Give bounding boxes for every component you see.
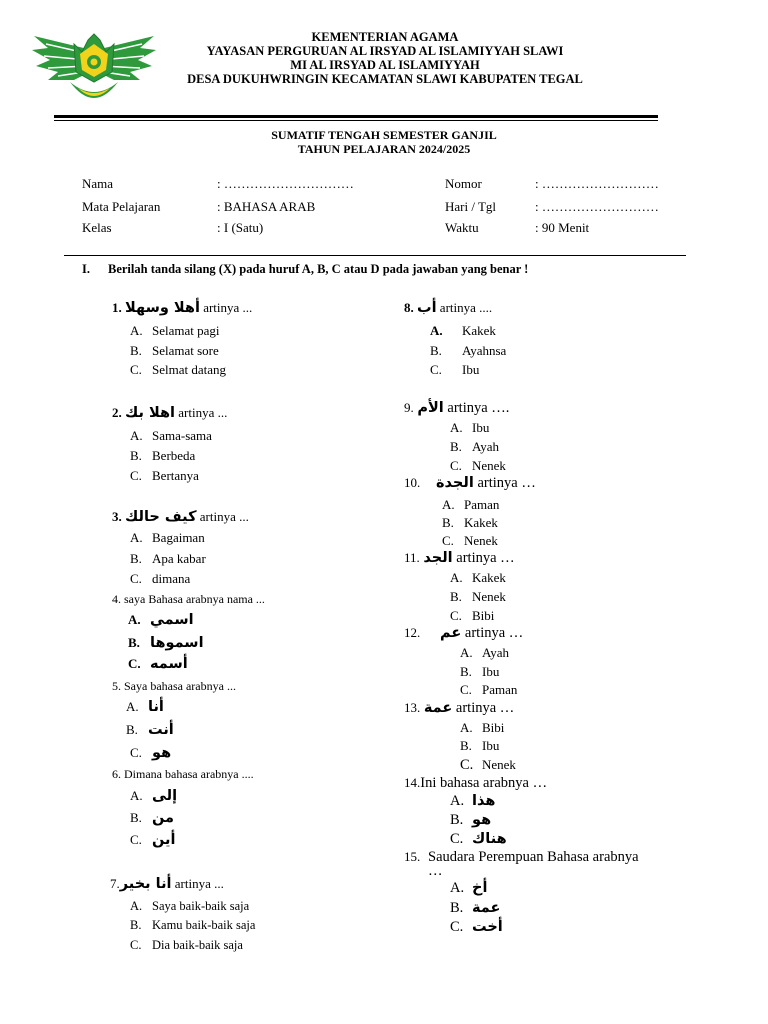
option-letter: B. bbox=[430, 343, 442, 358]
question-number: 13. bbox=[404, 700, 421, 715]
option-b[interactable] bbox=[442, 515, 498, 531]
option-a[interactable] bbox=[450, 420, 489, 436]
mapel-value: : BAHASA ARAB bbox=[217, 199, 316, 214]
school-logo bbox=[30, 30, 158, 114]
option-letter: C. bbox=[450, 919, 464, 935]
option-letter: A. bbox=[450, 570, 463, 585]
header-rule-thin bbox=[54, 120, 658, 121]
option-a[interactable] bbox=[130, 788, 177, 804]
question-text: artinya … bbox=[473, 475, 536, 491]
option-b[interactable] bbox=[450, 439, 499, 455]
kelas-label: Kelas bbox=[82, 220, 112, 235]
option-text: Nenek bbox=[482, 757, 516, 772]
option-text: Bagaiman bbox=[152, 530, 205, 545]
option-letter: B. bbox=[450, 812, 464, 828]
option-b[interactable] bbox=[128, 635, 204, 651]
option-a[interactable] bbox=[460, 720, 504, 736]
option-a[interactable] bbox=[130, 428, 212, 444]
option-b[interactable] bbox=[450, 812, 491, 829]
arabic-phrase: الأم bbox=[417, 400, 444, 416]
waktu-value: : 90 Menit bbox=[535, 220, 590, 235]
option-letter: A. bbox=[126, 699, 139, 714]
option-text: Selamat pagi bbox=[152, 323, 220, 338]
option-text: Bertanya bbox=[152, 468, 199, 483]
option-letter: C. bbox=[450, 608, 462, 623]
option-letter: A. bbox=[460, 645, 473, 660]
option-letter: B. bbox=[130, 918, 142, 932]
option-c[interactable] bbox=[450, 831, 507, 848]
question-text: artinya ... bbox=[196, 509, 249, 524]
option-text: Berbeda bbox=[152, 448, 196, 463]
arabic-phrase: عمة bbox=[423, 700, 453, 716]
option-text: Nenek bbox=[472, 589, 506, 604]
option-letter: A. bbox=[130, 428, 143, 443]
option-b[interactable] bbox=[460, 664, 499, 680]
question-9 bbox=[404, 400, 509, 417]
arabic-phrase: الجدة bbox=[436, 475, 474, 491]
arabic-phrase: أنا بخير bbox=[119, 876, 172, 892]
option-a[interactable] bbox=[130, 323, 220, 339]
waktu-label: Waktu bbox=[445, 220, 479, 235]
option-a[interactable] bbox=[442, 497, 499, 513]
question-14 bbox=[404, 775, 547, 792]
option-letter: A. bbox=[128, 612, 141, 627]
option-a[interactable] bbox=[450, 793, 495, 810]
question-number: 4. bbox=[112, 592, 121, 606]
option-letter: C. bbox=[130, 745, 142, 760]
header-rule-thick bbox=[54, 115, 658, 118]
option-text: Ayah bbox=[482, 645, 509, 660]
option-letter: C. bbox=[460, 682, 472, 697]
option-c[interactable] bbox=[128, 656, 188, 672]
question-number: 11. bbox=[404, 550, 420, 565]
question-number: 15. bbox=[404, 849, 421, 864]
option-a[interactable] bbox=[450, 570, 506, 586]
option-b[interactable] bbox=[130, 551, 206, 567]
option-letter: B. bbox=[460, 738, 472, 753]
option-letter: A. bbox=[450, 880, 465, 896]
arabic-option: اسمي bbox=[150, 612, 194, 628]
question-number: 7. bbox=[110, 876, 120, 891]
question-15 bbox=[404, 850, 639, 878]
option-letter: C. bbox=[450, 458, 462, 473]
letterhead bbox=[150, 30, 620, 86]
question-text: artinya … bbox=[452, 550, 515, 566]
section-number: I. bbox=[82, 262, 90, 276]
option-letter: A. bbox=[130, 788, 143, 803]
question-6 bbox=[112, 767, 254, 782]
option-text: Ayahnsa bbox=[462, 343, 507, 358]
option-letter: A. bbox=[450, 793, 465, 809]
question-10 bbox=[404, 475, 536, 492]
option-text: Ibu bbox=[472, 420, 490, 435]
arabic-option: هو bbox=[472, 812, 492, 828]
option-c[interactable] bbox=[460, 757, 516, 774]
question-text: Dimana bahasa arabnya .... bbox=[124, 767, 254, 781]
option-letter: A. bbox=[130, 530, 143, 545]
school-address: DESA DUKUHWRINGIN KECAMATAN SLAWI KABUPATEN TEGAL bbox=[187, 72, 583, 86]
option-b[interactable] bbox=[130, 810, 174, 826]
option-a[interactable] bbox=[128, 612, 194, 628]
option-letter: B. bbox=[130, 551, 142, 566]
arabic-option: إلى bbox=[152, 788, 178, 804]
option-text: Nenek bbox=[472, 458, 506, 473]
option-c[interactable] bbox=[430, 362, 479, 378]
option-b[interactable] bbox=[126, 722, 174, 738]
option-letter: B. bbox=[442, 515, 454, 530]
arabic-option: أخ bbox=[472, 880, 488, 896]
question-number: 6. bbox=[112, 767, 121, 781]
question-text: artinya .... bbox=[436, 300, 493, 315]
option-letter: A. bbox=[460, 720, 473, 735]
hari-field: : ……………………… bbox=[535, 199, 659, 214]
option-text: Kakek bbox=[472, 570, 506, 585]
option-letter: B. bbox=[130, 343, 142, 358]
question-number: 12. bbox=[404, 625, 421, 640]
question-4 bbox=[112, 592, 265, 607]
ministry-name: KEMENTERIAN AGAMA bbox=[311, 30, 459, 44]
option-b[interactable] bbox=[130, 343, 219, 359]
option-text: Paman bbox=[482, 682, 518, 697]
question-text: Saya bahasa arabnya ... bbox=[124, 679, 236, 693]
al-irsyad-emblem-icon bbox=[32, 34, 156, 98]
option-text: Kakek bbox=[462, 323, 496, 338]
option-text: Sama-sama bbox=[152, 428, 212, 443]
arabic-option: هناك bbox=[472, 831, 507, 847]
hari-label: Hari / Tgl bbox=[445, 199, 497, 214]
arabic-option: أنت bbox=[148, 722, 174, 738]
option-c[interactable] bbox=[460, 682, 517, 698]
option-text: Bibi bbox=[482, 720, 505, 735]
option-letter: A. bbox=[442, 497, 455, 512]
question-number: 14. bbox=[404, 775, 421, 790]
question-text: artinya … bbox=[461, 625, 524, 641]
arabic-option: أين bbox=[152, 832, 176, 848]
option-a[interactable] bbox=[450, 880, 487, 897]
option-letter: C. bbox=[460, 757, 474, 773]
option-text: Kakek bbox=[464, 515, 498, 530]
arabic-phrase: عم bbox=[440, 625, 462, 641]
option-b[interactable] bbox=[130, 448, 195, 464]
option-c[interactable] bbox=[450, 608, 494, 624]
question-13 bbox=[404, 700, 514, 717]
option-letter: C. bbox=[130, 938, 142, 952]
option-letter: B. bbox=[130, 810, 142, 825]
question-text-continuation: … bbox=[428, 863, 443, 879]
arabic-option: اسموها bbox=[150, 635, 204, 651]
option-a[interactable] bbox=[130, 530, 205, 546]
school-name: MI AL IRSYAD AL ISLAMIYYAH bbox=[290, 58, 480, 72]
question-11 bbox=[404, 550, 515, 567]
option-letter: A. bbox=[130, 899, 143, 913]
question-12 bbox=[404, 625, 523, 642]
option-b[interactable] bbox=[130, 918, 255, 933]
option-letter: C. bbox=[130, 571, 142, 586]
question-2 bbox=[112, 405, 227, 421]
option-text: Nenek bbox=[464, 533, 498, 548]
option-text: Ibu bbox=[482, 738, 500, 753]
option-letter: B. bbox=[450, 439, 462, 454]
question-text: artinya …. bbox=[443, 400, 510, 416]
question-text: Saudara Perempuan Bahasa arabnya bbox=[428, 849, 639, 865]
option-c[interactable] bbox=[130, 745, 171, 761]
academic-year: TAHUN PELAJARAN 2024/2025 bbox=[297, 142, 471, 156]
arabic-option: أسمه bbox=[150, 656, 188, 672]
question-text: saya Bahasa arabnya nama ... bbox=[124, 592, 265, 606]
option-b[interactable] bbox=[430, 343, 506, 359]
option-b[interactable] bbox=[450, 900, 500, 917]
arabic-option: أخت bbox=[472, 919, 503, 935]
nomor-label: Nomor bbox=[445, 176, 482, 191]
option-letter: A. bbox=[430, 323, 443, 338]
arabic-option: هذا bbox=[472, 793, 496, 809]
option-letter: A. bbox=[130, 323, 143, 338]
question-number: 9. bbox=[404, 400, 414, 415]
question-5 bbox=[112, 679, 236, 694]
option-a[interactable] bbox=[130, 899, 249, 914]
option-c[interactable] bbox=[442, 533, 498, 549]
arabic-option: من bbox=[152, 810, 175, 826]
option-b[interactable] bbox=[450, 589, 506, 605]
option-letter: B. bbox=[130, 448, 142, 463]
option-c[interactable] bbox=[450, 458, 506, 474]
option-a[interactable] bbox=[430, 323, 496, 339]
option-text: dimana bbox=[152, 571, 191, 586]
question-text: artinya … bbox=[452, 700, 515, 716]
question-text: artinya ... bbox=[175, 405, 228, 420]
option-text: Dia baik-baik saja bbox=[152, 938, 243, 952]
foundation-name: YAYASAN PERGURUAN AL IRSYAD AL ISLAMIYYAH SLAWI bbox=[206, 44, 564, 58]
arabic-phrase: أب bbox=[417, 300, 437, 316]
option-text: Selamat sore bbox=[152, 343, 219, 358]
option-letter: C. bbox=[130, 468, 142, 483]
mapel-label: Mata Pelajaran bbox=[82, 199, 161, 214]
question-7 bbox=[110, 876, 224, 892]
option-text: Saya baik-baik saja bbox=[152, 899, 250, 913]
question-text: Ini bahasa arabnya … bbox=[420, 775, 548, 791]
arabic-phrase: الجد bbox=[423, 550, 453, 566]
question-1 bbox=[112, 300, 252, 316]
arabic-option: أنا bbox=[148, 699, 164, 715]
option-c[interactable] bbox=[130, 362, 226, 378]
question-text: artinya ... bbox=[171, 876, 224, 891]
question-number: 2. bbox=[112, 405, 122, 420]
option-text: Kamu baik-baik saja bbox=[152, 918, 256, 932]
option-letter: C. bbox=[130, 832, 142, 847]
instruction-text: Berilah tanda silang (X) pada huruf A, B, C atau D pada jawaban yang benar ! bbox=[108, 262, 529, 276]
option-letter: B. bbox=[126, 722, 138, 737]
option-c[interactable] bbox=[450, 919, 503, 936]
nama-label: Nama bbox=[82, 176, 114, 191]
option-c[interactable] bbox=[130, 468, 199, 484]
exam-title bbox=[0, 128, 768, 156]
option-letter: B. bbox=[450, 900, 464, 916]
question-8 bbox=[404, 300, 492, 316]
option-a[interactable] bbox=[460, 645, 509, 661]
option-text: Bibi bbox=[472, 608, 495, 623]
arabic-phrase: أهلا وسهلا bbox=[125, 300, 200, 316]
nama-field: : ………………………… bbox=[217, 176, 354, 191]
question-number: 1. bbox=[112, 300, 122, 315]
nomor-field: : ……………………… bbox=[535, 176, 659, 191]
option-letter: B. bbox=[450, 589, 462, 604]
arabic-phrase: اهلا بك bbox=[125, 405, 176, 421]
question-number: 5. bbox=[112, 679, 121, 693]
question-number: 3. bbox=[112, 509, 122, 524]
arabic-phrase: كيف حالك bbox=[125, 509, 197, 525]
question-3 bbox=[112, 509, 249, 525]
arabic-option: عمة bbox=[472, 900, 501, 916]
option-letter: C. bbox=[130, 362, 142, 377]
option-letter: C. bbox=[430, 362, 442, 377]
option-text: Ibu bbox=[462, 362, 480, 377]
question-text: artinya ... bbox=[199, 300, 253, 315]
option-text: Ibu bbox=[482, 664, 500, 679]
option-b[interactable] bbox=[460, 738, 499, 754]
option-c[interactable] bbox=[130, 938, 243, 953]
option-text: Ayah bbox=[472, 439, 499, 454]
exam-title-line: SUMATIF TENGAH SEMESTER GANJIL bbox=[271, 128, 497, 142]
option-letter: B. bbox=[128, 635, 140, 650]
question-number: 10. bbox=[404, 475, 421, 490]
kelas-value: : I (Satu) bbox=[217, 220, 264, 235]
section-instruction bbox=[82, 262, 528, 277]
option-text: Apa kabar bbox=[152, 551, 206, 566]
option-letter: C. bbox=[442, 533, 454, 548]
option-c[interactable] bbox=[130, 571, 190, 587]
info-rule bbox=[64, 255, 686, 256]
option-c[interactable] bbox=[130, 832, 175, 848]
option-text: Selmat datang bbox=[152, 362, 227, 377]
option-letter: C. bbox=[128, 656, 141, 671]
question-number: 8. bbox=[404, 300, 414, 315]
option-letter: A. bbox=[450, 420, 463, 435]
option-text: Paman bbox=[464, 497, 500, 512]
option-a[interactable] bbox=[126, 699, 164, 715]
arabic-option: هو bbox=[152, 745, 172, 761]
option-letter: B. bbox=[460, 664, 472, 679]
option-letter: C. bbox=[450, 831, 464, 847]
